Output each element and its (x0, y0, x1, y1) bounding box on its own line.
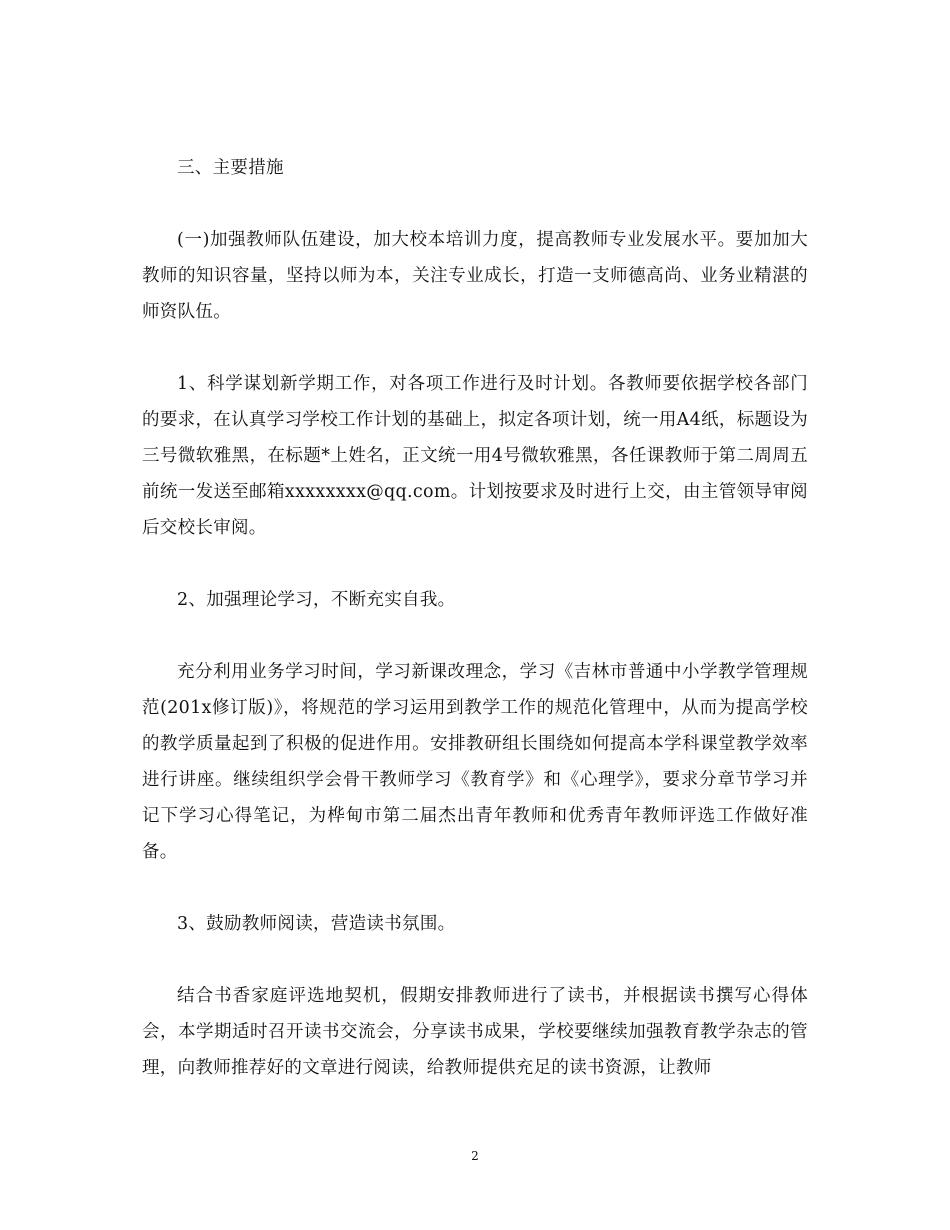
paragraph-gap (142, 942, 808, 978)
paragraph-gap (142, 330, 808, 366)
section-heading: 三、主要措施 (177, 158, 284, 178)
paragraph-theory-study: 充分利用业务学习时间，学习新课改理念，学习《吉林市普通中小学教学管理规范(201x修订版)》，将规范的学习运用到教学工作的规范化管理中，从而为提高学校的教学质量起到了积极的促进作用。安排教研组长围绕如何提高本学科课堂教学效率进行讲座。继续组织学会骨干教师学习《教育学》和《心理学》，要求分章节学习并记下学习心得笔记，为桦甸市第二届杰出青年教师和优秀青年教师评选工作做好准备。 (142, 662, 808, 862)
paragraph-gap (142, 546, 808, 582)
subheading-theory-study: 2、加强理论学习，不断充实自我。 (177, 590, 456, 610)
paragraph-reading: 结合书香家庭评选地契机，假期安排教师进行了读书，并根据读书撰写心得体会，本学期适时召开读书交流会，分享读书成果，学校要继续加强教育教学杂志的管理，向教师推荐好的文章进行阅读，给教师提供充足的读书资源，让教师 (142, 986, 808, 1078)
paragraph-teacher-team: (一)加强教师队伍建设，加大校本培训力度，提高教师专业发展水平。要加加大教师的知识容量，坚持以师为本，关注专业成长，打造一支师德高尚、业务业精湛的师资队伍。 (142, 230, 808, 322)
paragraph-gap (142, 618, 808, 654)
subheading-reading: 3、鼓励教师阅读，营造读书氛围。 (177, 914, 456, 934)
paragraph-planning: 1、科学谋划新学期工作，对各项工作进行及时计划。各教师要依据学校各部门的要求，在认真学习学校工作计划的基础上，拟定各项计划，统一用A4纸，标题设为三号微软雅黑，在标题*上姓名，正文统一用4号微软雅黑，各任课教师于第二周周五前统一发送至邮箱xxxxxxxx@qq.com。计划按要求及时进行上交，由主管领导审阅后交校长审阅。 (142, 374, 808, 538)
paragraph-gap (142, 870, 808, 906)
document-body (142, 150, 808, 1086)
paragraph-gap (142, 186, 808, 222)
page-number: 2 (471, 1149, 479, 1163)
